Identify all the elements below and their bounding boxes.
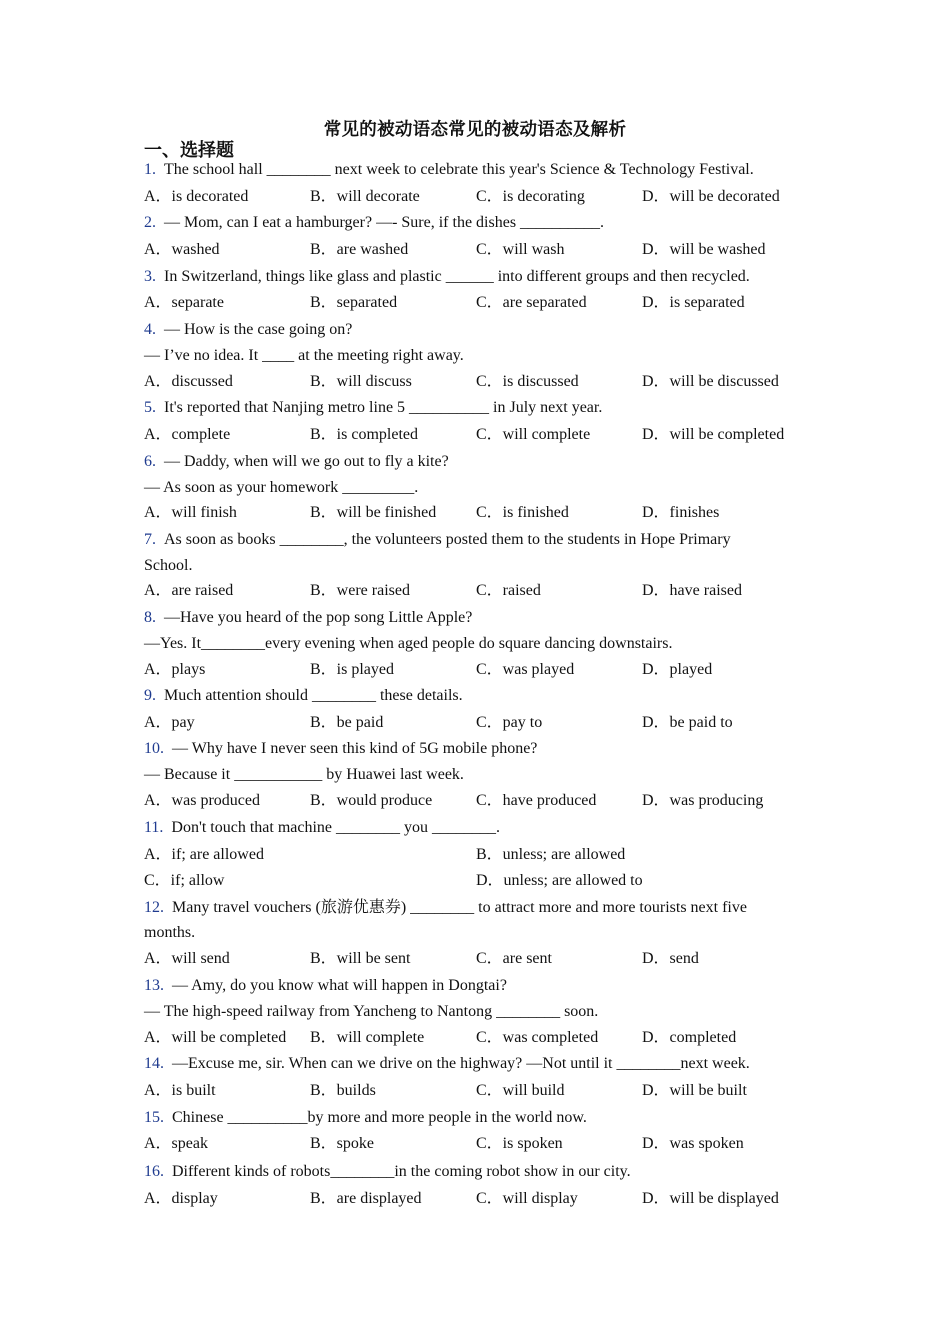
question-text: months. bbox=[144, 924, 196, 941]
question-13-option-b: B．will complete bbox=[310, 1029, 425, 1046]
question-5-option-b: B．is completed bbox=[310, 426, 418, 443]
question-14-line-1 bbox=[144, 1054, 750, 1074]
question-text: Different kinds of robots________in the coming robot show in our city. bbox=[172, 1163, 631, 1180]
question-1-option-a: A．is decorated bbox=[144, 188, 249, 205]
question-6-option-d: D．finishes bbox=[642, 504, 720, 521]
question-12-option-a: A．will send bbox=[144, 950, 230, 967]
question-10-option-d: D．was producing bbox=[642, 792, 764, 809]
question-14-option-a: A．is built bbox=[144, 1082, 216, 1099]
question-text: School. bbox=[144, 557, 193, 574]
question-6-line-1 bbox=[144, 452, 449, 472]
question-text: — I’ve no idea. It ____ at the meeting right away. bbox=[144, 347, 464, 364]
question-number: 8. bbox=[144, 609, 156, 626]
question-8-option-d: D．played bbox=[642, 661, 713, 678]
question-3-option-c: C．are separated bbox=[476, 294, 587, 311]
question-1-option-c: C．is decorating bbox=[476, 188, 585, 205]
question-6-line-2 bbox=[144, 478, 418, 498]
question-15-option-a: A．speak bbox=[144, 1135, 208, 1152]
question-4-line-2 bbox=[144, 346, 464, 366]
question-15-line-1 bbox=[144, 1108, 587, 1128]
question-number: 11. bbox=[144, 819, 164, 836]
question-1-option-d: D．will be decorated bbox=[642, 188, 780, 205]
question-4-option-a: A．discussed bbox=[144, 373, 233, 390]
question-16-option-d: D．will be displayed bbox=[642, 1190, 779, 1207]
question-text: — Daddy, when will we go out to fly a kite? bbox=[164, 453, 449, 470]
question-number: 15. bbox=[144, 1109, 164, 1126]
question-2-option-b: B．are washed bbox=[310, 241, 409, 258]
question-4-option-d: D．will be discussed bbox=[642, 373, 779, 390]
question-9-option-d: D．be paid to bbox=[642, 714, 733, 731]
question-text: — Mom, can I eat a hamburger? —- Sure, if the dishes __________. bbox=[164, 214, 605, 231]
question-number: 16. bbox=[144, 1163, 164, 1180]
question-10-line-2 bbox=[144, 765, 464, 785]
question-16-line-1 bbox=[144, 1162, 631, 1182]
question-12-line-1 bbox=[144, 898, 747, 918]
page-title: 常见的被动语态常见的被动语态及解析 bbox=[323, 119, 627, 139]
question-2-option-a: A．washed bbox=[144, 241, 220, 258]
question-7-option-b: B．were raised bbox=[310, 582, 410, 599]
question-5-line-1 bbox=[144, 398, 602, 418]
question-number: 7. bbox=[144, 531, 156, 548]
question-1-option-b: B．will decorate bbox=[310, 188, 420, 205]
question-9-option-c: C．pay to bbox=[476, 714, 543, 731]
question-12-line-2 bbox=[144, 923, 195, 943]
question-3-line-1 bbox=[144, 267, 750, 287]
question-text: Much attention should ________ these details. bbox=[164, 687, 463, 704]
question-3-option-b: B．separated bbox=[310, 294, 398, 311]
question-9-option-a: A．pay bbox=[144, 714, 195, 731]
question-2-option-c: C．will wash bbox=[476, 241, 565, 258]
question-13-line-1 bbox=[144, 976, 507, 996]
question-4-option-b: B．will discuss bbox=[310, 373, 412, 390]
question-5-option-d: D．will be completed bbox=[642, 426, 785, 443]
question-13-option-a: A．will be completed bbox=[144, 1029, 287, 1046]
question-10-option-a: A．was produced bbox=[144, 792, 260, 809]
question-8-line-2 bbox=[144, 634, 672, 654]
question-6-option-c: C．is finished bbox=[476, 504, 569, 521]
question-text: — How is the case going on? bbox=[164, 321, 353, 338]
question-7-option-c: C．raised bbox=[476, 582, 541, 599]
question-4-option-c: C．is discussed bbox=[476, 373, 579, 390]
question-text: — Because it ___________ by Huawei last week. bbox=[144, 766, 464, 783]
question-text: — Amy, do you know what will happen in Dongtai? bbox=[172, 977, 507, 994]
question-1-line-1 bbox=[144, 160, 754, 180]
question-12-option-c: C．are sent bbox=[476, 950, 552, 967]
question-8-option-a: A．plays bbox=[144, 661, 206, 678]
question-7-option-a: A．are raised bbox=[144, 582, 234, 599]
question-10-line-1 bbox=[144, 739, 537, 759]
question-11-option-d: D．unless; are allowed to bbox=[476, 872, 643, 889]
question-number: 1. bbox=[144, 161, 156, 178]
question-text: —Excuse me, sir. When can we drive on the highway? —Not until it ________next week. bbox=[172, 1055, 750, 1072]
question-3-option-d: D．is separated bbox=[642, 294, 745, 311]
question-text: Chinese __________by more and more people in the world now. bbox=[172, 1109, 587, 1126]
question-number: 10. bbox=[144, 740, 164, 757]
question-text: It's reported that Nanjing metro line 5 __________ in July next year. bbox=[164, 399, 603, 416]
question-14-option-d: D．will be built bbox=[642, 1082, 747, 1099]
question-number: 5. bbox=[144, 399, 156, 416]
question-2-option-d: D．will be washed bbox=[642, 241, 766, 258]
question-8-option-b: B．is played bbox=[310, 661, 394, 678]
question-text: —Have you heard of the pop song Little Apple? bbox=[164, 609, 473, 626]
question-13-line-2 bbox=[144, 1002, 598, 1022]
question-5-option-a: A．complete bbox=[144, 426, 231, 443]
question-number: 3. bbox=[144, 268, 156, 285]
question-text: Many travel vouchers (旅游优惠券) ________ to attract more and more tourists next five bbox=[172, 899, 747, 916]
question-number: 9. bbox=[144, 687, 156, 704]
question-12-option-b: B．will be sent bbox=[310, 950, 411, 967]
question-11-option-c: C．if; allow bbox=[144, 872, 225, 889]
question-9-line-1 bbox=[144, 686, 463, 706]
question-16-option-b: B．are displayed bbox=[310, 1190, 422, 1207]
question-16-option-a: A．display bbox=[144, 1190, 218, 1207]
question-13-option-c: C．was completed bbox=[476, 1029, 599, 1046]
question-7-line-1 bbox=[144, 530, 731, 550]
question-number: 6. bbox=[144, 453, 156, 470]
question-15-option-d: D．was spoken bbox=[642, 1135, 744, 1152]
question-15-option-b: B．spoke bbox=[310, 1135, 375, 1152]
question-8-option-c: C．was played bbox=[476, 661, 575, 678]
section-heading: 一、选择题 bbox=[144, 140, 234, 160]
question-15-option-c: C．is spoken bbox=[476, 1135, 563, 1152]
question-11-line-1 bbox=[144, 818, 500, 838]
question-number: 12. bbox=[144, 899, 164, 916]
question-text: — As soon as your homework _________. bbox=[144, 479, 419, 496]
question-3-option-a: A．separate bbox=[144, 294, 224, 311]
question-text: The school hall ________ next week to celebrate this year's Science & Technology Festival. bbox=[164, 161, 754, 178]
question-6-option-b: B．will be finished bbox=[310, 504, 437, 521]
question-11-option-b: B．unless; are allowed bbox=[476, 846, 626, 863]
question-number: 2. bbox=[144, 214, 156, 231]
question-text: — Why have I never seen this kind of 5G mobile phone? bbox=[172, 740, 538, 757]
question-9-option-b: B．be paid bbox=[310, 714, 384, 731]
question-11-option-a: A．if; are allowed bbox=[144, 846, 264, 863]
question-8-line-1 bbox=[144, 608, 472, 628]
question-14-option-c: C．will build bbox=[476, 1082, 565, 1099]
question-13-option-d: D．completed bbox=[642, 1029, 737, 1046]
question-2-line-1 bbox=[144, 213, 604, 233]
question-4-line-1 bbox=[144, 320, 352, 340]
question-12-option-d: D．send bbox=[642, 950, 699, 967]
question-10-option-c: C．have produced bbox=[476, 792, 597, 809]
question-14-option-b: B．builds bbox=[310, 1082, 376, 1099]
question-text: — The high-speed railway from Yancheng to Nantong ________ soon. bbox=[144, 1003, 599, 1020]
question-text: Don't touch that machine ________ you ________. bbox=[171, 819, 501, 836]
question-text: —Yes. It________every evening when aged people do square dancing downstairs. bbox=[144, 635, 673, 652]
question-5-option-c: C．will complete bbox=[476, 426, 591, 443]
question-text: As soon as books ________, the volunteers posted them to the students in Hope Primary bbox=[164, 531, 731, 548]
question-number: 13. bbox=[144, 977, 164, 994]
question-6-option-a: A．will finish bbox=[144, 504, 237, 521]
question-number: 4. bbox=[144, 321, 156, 338]
question-number: 14. bbox=[144, 1055, 164, 1072]
question-7-option-d: D．have raised bbox=[642, 582, 742, 599]
question-7-line-2 bbox=[144, 556, 192, 576]
question-16-option-c: C．will display bbox=[476, 1190, 578, 1207]
question-10-option-b: B．would produce bbox=[310, 792, 433, 809]
question-text: In Switzerland, things like glass and plastic ______ into different groups and then recycled. bbox=[164, 268, 750, 285]
